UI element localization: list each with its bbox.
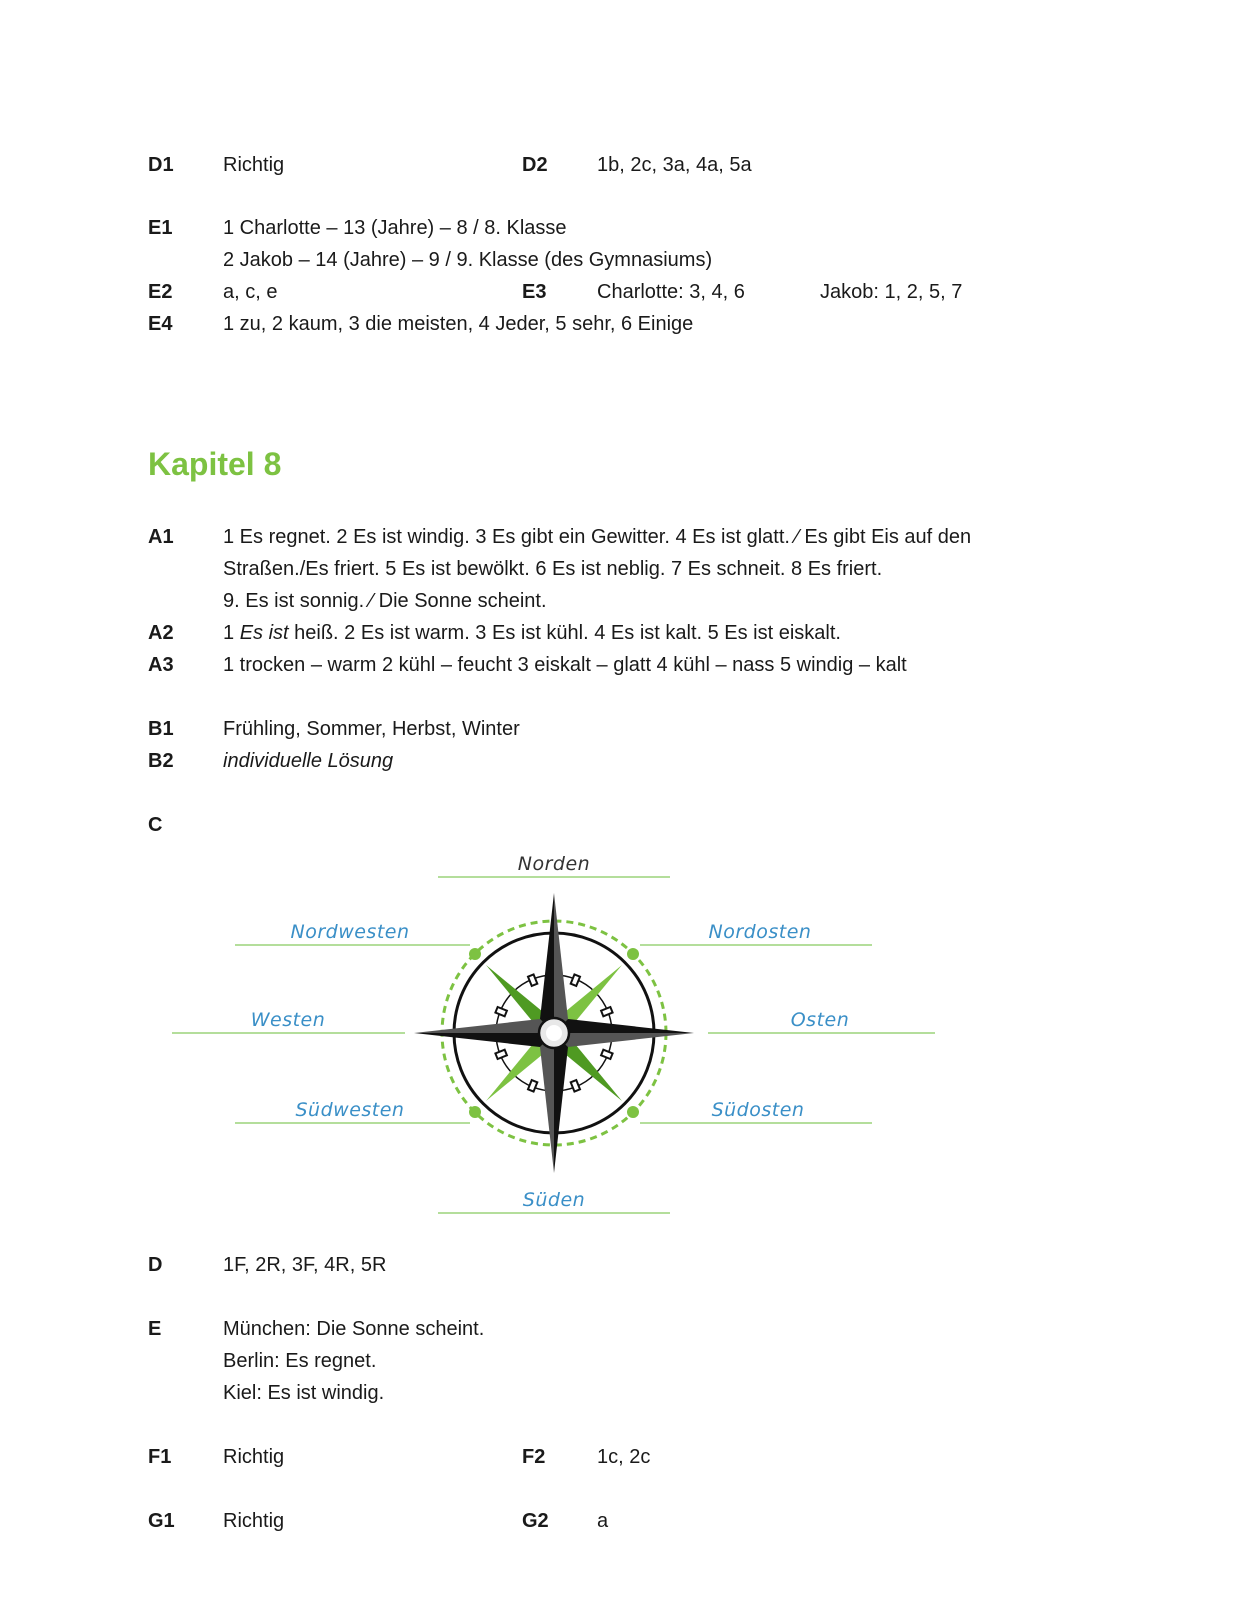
g2-label: G2	[522, 1510, 549, 1532]
e-line3: Kiel: Es ist windig.	[223, 1382, 385, 1404]
e-label: E	[148, 1318, 162, 1340]
compass-center-highlight	[546, 1025, 562, 1041]
f2-answer: 1c, 2c	[597, 1446, 651, 1468]
e2-answer: a, c, e	[223, 281, 278, 303]
south-label: Süden	[522, 1189, 586, 1211]
d2-answer: 1b, 2c, 3a, 4a, 5a	[597, 154, 752, 176]
b1-answer: Frühling, Sommer, Herbst, Winter	[223, 718, 520, 740]
d1-label: D1	[148, 154, 174, 176]
e3-label: E3	[522, 281, 547, 303]
a1-line3: 9. Es ist sonnig. ⁄ Die Sonne scheint.	[223, 590, 547, 612]
f1-label: F1	[148, 1446, 172, 1468]
northwest-label: Nordwesten	[290, 921, 410, 943]
f1-answer: Richtig	[223, 1446, 285, 1468]
e-line2: Berlin: Es regnet.	[223, 1350, 377, 1372]
d-label: D	[148, 1254, 163, 1276]
southeast-label: Südosten	[711, 1099, 805, 1121]
ring-dot-sw	[469, 1106, 481, 1118]
a3-answer: 1 trocken – warm 2 kühl – feucht 3 eiskalt – glatt 4 kühl – nass 5 windig – kalt	[223, 654, 907, 676]
compass-rose-figure	[160, 855, 960, 1215]
g1-answer: Richtig	[223, 1510, 285, 1532]
east-label: Osten	[790, 1009, 850, 1031]
ring-dot-se	[627, 1106, 639, 1118]
a1-label: A1	[148, 526, 174, 548]
a2-label: A2	[148, 622, 174, 644]
a1-line2: Straßen./Es friert. 5 Es ist bewölkt. 6 Es ist neblig. 7 Es schneit. 8 Es friert.	[223, 558, 883, 580]
compass-rose	[414, 893, 694, 1173]
b2-label: B2	[148, 750, 174, 772]
c-label: C	[148, 814, 163, 836]
d-answer: 1F, 2R, 3F, 4R, 5R	[223, 1254, 387, 1276]
d2-label: D2	[522, 154, 548, 176]
e2-label: E2	[148, 281, 173, 303]
g2-answer: a	[597, 1510, 609, 1532]
a2-num: 1	[223, 622, 240, 644]
ring-dot-nw	[469, 948, 481, 960]
a1-line1: 1 Es regnet. 2 Es ist windig. 3 Es gibt ein Gewitter. 4 Es ist glatt. ⁄ Es gibt Eis auf den	[223, 526, 972, 548]
e1-line2: 2 Jakob – 14 (Jahre) – 9 / 9. Klasse (des Gymnasiums)	[223, 249, 713, 271]
b1-label: B1	[148, 718, 174, 740]
ring-dot-ne	[627, 948, 639, 960]
southwest-label: Südwesten	[295, 1099, 405, 1121]
e-line1: München: Die Sonne scheint.	[223, 1318, 485, 1340]
a2-rest: heiß. 2 Es ist warm. 3 Es ist kühl. 4 Es ist kalt. 5 Es ist eiskalt.	[288, 622, 841, 644]
a3-label: A3	[148, 654, 174, 676]
chapter-heading: Kapitel 8	[148, 446, 282, 482]
e4-label: E4	[148, 313, 173, 335]
e4-answer: 1 zu, 2 kaum, 3 die meisten, 4 Jeder, 5 sehr, 6 Einige	[223, 313, 694, 335]
e3-charlotte: Charlotte: 3, 4, 6	[597, 281, 745, 303]
f2-label: F2	[522, 1446, 546, 1468]
e1-label: E1	[148, 217, 173, 239]
g1-label: G1	[148, 1510, 175, 1532]
north-label: Norden	[517, 855, 591, 875]
d1-answer: Richtig	[223, 154, 285, 176]
west-label: Westen	[250, 1009, 326, 1031]
b2-answer: individuelle Lösung	[223, 750, 394, 772]
a2-italic: Es ist	[239, 622, 289, 644]
e1-line1: 1 Charlotte – 13 (Jahre) – 8 / 8. Klasse	[223, 217, 567, 239]
e3-jakob: Jakob: 1, 2, 5, 7	[820, 281, 963, 303]
northeast-label: Nordosten	[708, 921, 812, 943]
a2-answer	[223, 621, 841, 645]
